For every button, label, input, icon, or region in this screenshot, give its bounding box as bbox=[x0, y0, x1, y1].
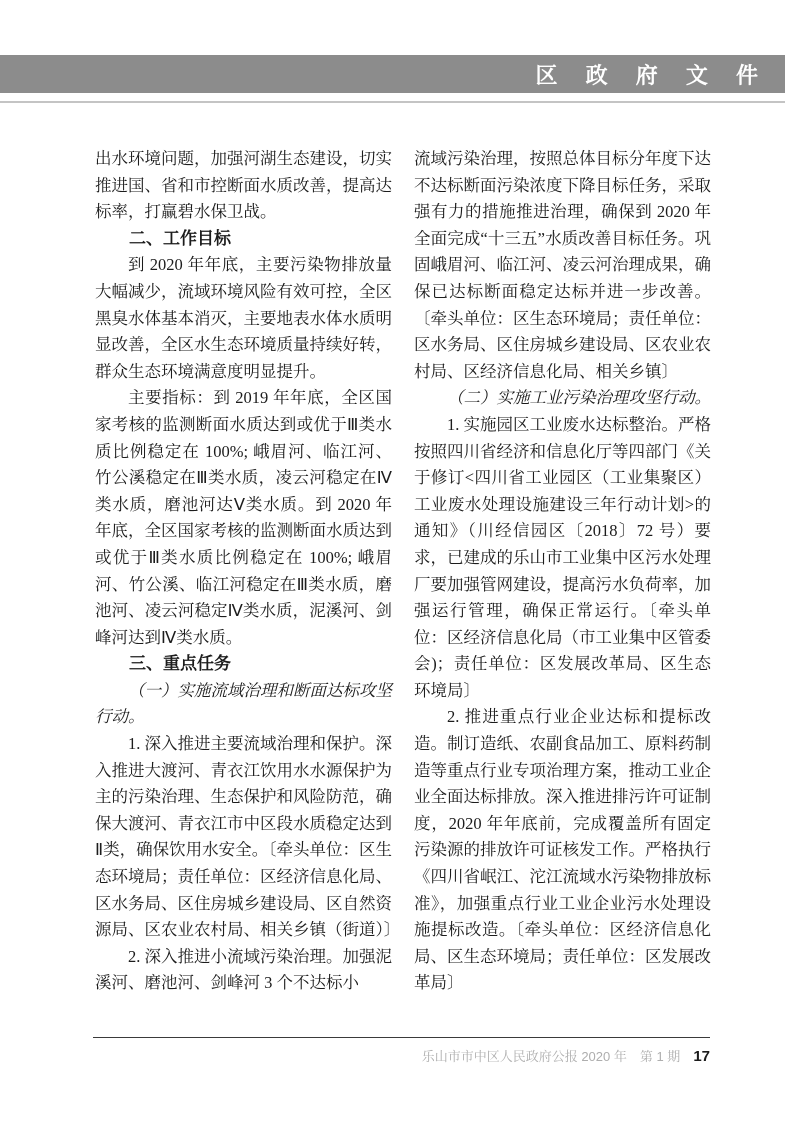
paragraph-body: 1. 实施园区工业废水达标整治。严格按照四川省经济和信息化厅等四部门《关于修订<四川省工业园区（工业集聚区）工业废水处理设施建设三年行动计划>的通知》（川经信园区〔2018〕72 号）要求，已建成的乐山市工业集中区污水处理厂要加强管网建设，提高污水负荷率，加强运行管理，确保正常运行。〔牵头单位：区经济信息化局（市工业集中区管委会)；责任单位：区发展改革局、区生态环境局〕 bbox=[414, 414, 711, 700]
paragraph-body-continued: 流域污染治理，按照总体目标分年度下达不达标断面污染浓度下降目标任务，采取强有力的措施推进治理，确保到 2020 年全面完成“十三五”水质改善目标任务。巩固峨眉河、临江河、凌云河治理成果，确保已达标断面稳定达标并进一步改善。〔牵头单位：区生态环境局；责任单位：区水务局、区住房城乡建设局、区农业农村局、区经济信息化局、相关乡镇〕 bbox=[414, 149, 711, 381]
header-banner bbox=[0, 55, 785, 93]
paragraph-subheading: （一）实施流域治理和断面达标攻坚行动。 bbox=[95, 680, 392, 727]
paragraph-heading: 二、工作目标 bbox=[129, 228, 231, 248]
page-footer bbox=[95, 1046, 710, 1066]
footer-rule bbox=[93, 1037, 710, 1038]
paragraph-heading: 三、重点任务 bbox=[129, 654, 231, 674]
paragraph-body: 2. 深入推进小流域污染治理。加强泥溪河、磨池河、剑峰河 3 个不达标小 bbox=[95, 946, 392, 993]
header-rule bbox=[0, 101, 785, 103]
paragraph-body: 1. 深入推进主要流域治理和保护。深入推进大渡河、青衣江饮用水水源保护为主的污染治理、生态保护和风险防范，确保大渡河、青衣江市中区段水质稳定达到Ⅱ类，确保饮用水安全。〔牵头单位：区生态环境局；责任单位：区经济信息化局、区水务局、区住房城乡建设局、区自然资源局、区农业农村局、相关乡镇（街道）〕 bbox=[95, 734, 401, 940]
header-banner-title: 区 政 府 文 件 bbox=[535, 62, 769, 88]
paragraph-body: 2. 推进重点行业企业达标和提标改造。制订造纸、农副食品加工、原料药制造等重点行业专项治理方案，推动工业企业全面达标排放。深入推进排污许可证制度，2020 年年底前，完成覆盖所有固定污染源的排放许可证核发工作。严格执行《四川省岷江、沱江流域水污染物排放标准》，加强重点行业工业企业污水处理设施提标改造。〔牵头单位：区经济信息化局、区生态环境局；责任单位：区发展改革局〕 bbox=[414, 707, 711, 993]
paragraph-body-continued: 出水环境问题，加强河湖生态建设，切实推进国、省和市控断面水质改善，提高达标率，打赢碧水保卫战。 bbox=[95, 149, 392, 222]
footer-page-number: 17 bbox=[693, 1048, 710, 1065]
right-column bbox=[414, 146, 711, 997]
paragraph-subheading: （二）实施工业污染治理攻坚行动。 bbox=[447, 388, 711, 408]
paragraph-body: 到 2020 年年底，主要污染物排放量大幅减少，流域环境风险有效可控，全区黑臭水体基本消灭，主要地表水体水质明显改善，全区水生态环境质量持续好转，群众生态环境满意度明显提升。 bbox=[95, 255, 392, 381]
paragraph-body: 主要指标：到 2019 年年底，全区国家考核的监测断面水质达到或优于Ⅲ类水质比例稳定在 100%; 峨眉河、临江河、竹公溪稳定在Ⅲ类水质，凌云河稳定在Ⅳ类水质，磨池河达Ⅴ类水质。到 2020 年年底，全区国家考核的监测断面水质达到或优于Ⅲ类水质比例稳定在 100%; 峨眉河、竹公溪、临江河稳定在Ⅲ类水质，磨池河、凌云河稳定Ⅳ类水质，泥溪河、剑峰河达到Ⅳ类水质。 bbox=[95, 388, 392, 647]
footer-journal-title: 乐山市市中区人民政府公报 2020 年 第 1 期 bbox=[421, 1049, 681, 1064]
document-body bbox=[95, 146, 711, 997]
left-column bbox=[95, 146, 401, 997]
